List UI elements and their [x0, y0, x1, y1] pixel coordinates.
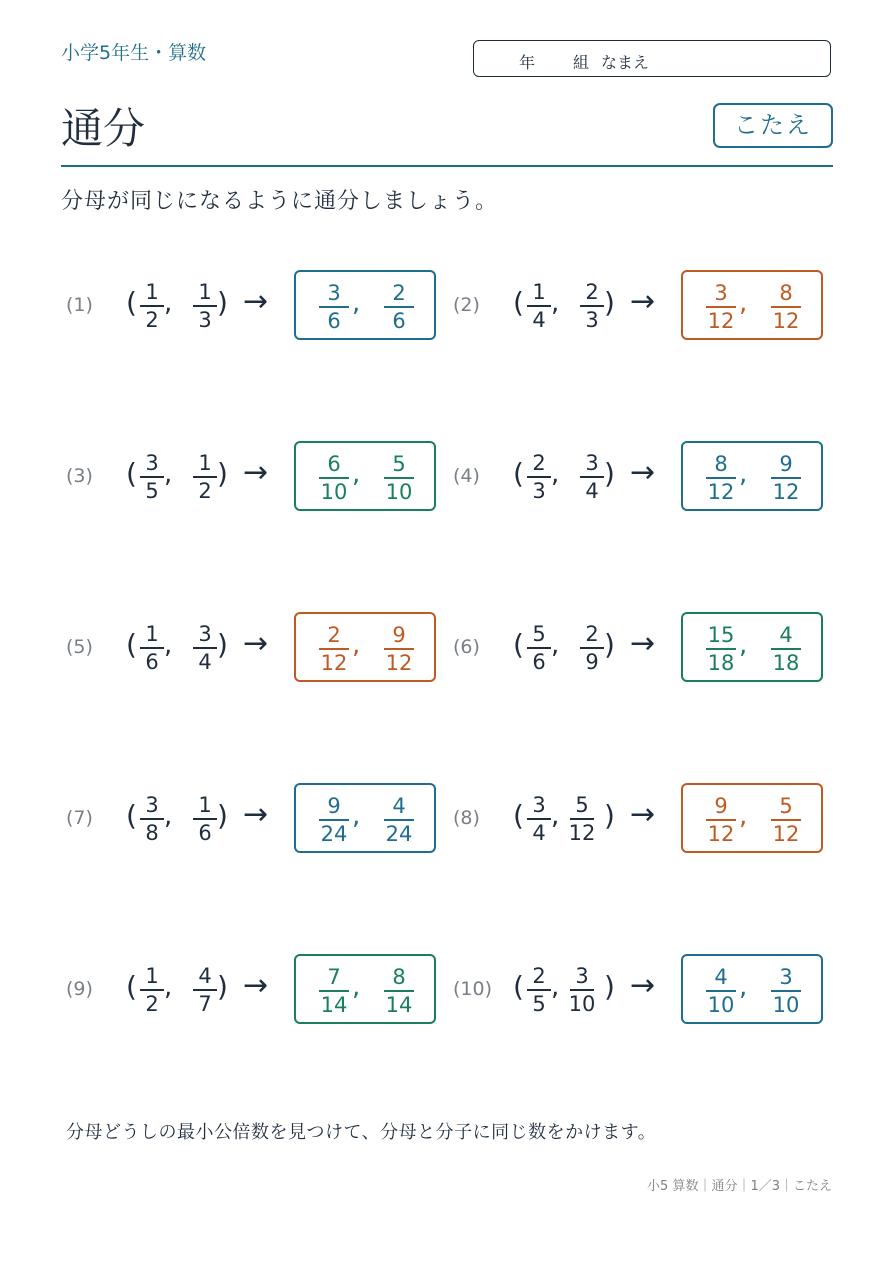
answer-fraction [381, 452, 417, 504]
fraction-bar [706, 819, 736, 821]
comma: , [164, 801, 173, 831]
denominator: 10 [772, 993, 800, 1017]
hint-note: 分母どうしの最小公倍数を見つけて、分母と分子に同じ数をかけます。 [66, 1122, 657, 1143]
numerator: 4 [779, 623, 793, 647]
answer-box [681, 954, 823, 1024]
numerator: 3 [575, 964, 589, 988]
fraction-bar [384, 990, 414, 992]
denominator: 6 [532, 650, 546, 674]
name-box[interactable] [473, 40, 831, 77]
answer-fraction [381, 623, 417, 675]
fraction-bar [193, 647, 217, 649]
comma: , [739, 459, 748, 489]
denominator: 18 [772, 651, 800, 675]
close-paren: ) [217, 457, 228, 490]
answer-badge: こたえ [713, 103, 833, 148]
question-fraction [137, 280, 167, 332]
numerator: 5 [779, 794, 793, 818]
comma: , [551, 288, 560, 318]
fraction-bar [140, 305, 164, 307]
answer-fraction [768, 965, 804, 1017]
answer-fraction [381, 965, 417, 1017]
arrow-icon: → [243, 455, 269, 490]
instruction-text: 分母が同じになるように通分しましょう。 [61, 189, 499, 214]
answer-box [681, 441, 823, 511]
answer-box [681, 270, 823, 340]
numerator: 1 [145, 622, 159, 646]
problem-item [453, 612, 823, 682]
numerator: 1 [145, 280, 159, 304]
numerator: 2 [585, 280, 599, 304]
fraction-bar [319, 477, 349, 479]
numerator: 9 [714, 794, 728, 818]
answer-fraction [703, 623, 739, 675]
problem-number: (8) [453, 807, 480, 829]
denominator: 12 [707, 822, 735, 846]
numerator: 5 [532, 622, 546, 646]
denominator: 5 [145, 479, 159, 503]
problem-item [66, 270, 436, 340]
comma: , [352, 288, 361, 318]
open-paren: ( [126, 286, 137, 319]
numerator: 1 [198, 793, 212, 817]
comma: , [352, 801, 361, 831]
problem-item [453, 954, 823, 1024]
answer-box [681, 612, 823, 682]
comma: , [551, 459, 560, 489]
denominator: 6 [198, 821, 212, 845]
denominator: 12 [772, 309, 800, 333]
denominator: 6 [327, 309, 341, 333]
open-paren: ( [126, 628, 137, 661]
answer-fraction [768, 452, 804, 504]
question-fraction [137, 622, 167, 674]
question-fraction [190, 451, 220, 503]
answer-box [294, 612, 436, 682]
answer-box [294, 441, 436, 511]
comma: , [164, 630, 173, 660]
fraction-bar [580, 647, 604, 649]
problem-number: (7) [66, 807, 93, 829]
denominator: 2 [145, 308, 159, 332]
open-paren: ( [513, 286, 524, 319]
open-paren: ( [513, 970, 524, 1003]
problem-item [453, 441, 823, 511]
problem-item [66, 612, 436, 682]
arrow-icon: → [630, 797, 656, 832]
comma: , [739, 288, 748, 318]
comma: , [551, 630, 560, 660]
name-label: なまえ [601, 53, 650, 72]
close-paren: ) [604, 628, 615, 661]
denominator: 2 [198, 479, 212, 503]
question-fraction [137, 451, 167, 503]
denominator: 10 [320, 480, 348, 504]
question-fraction [524, 793, 554, 845]
question-fraction [190, 622, 220, 674]
denominator: 10 [385, 480, 413, 504]
close-paren: ) [217, 286, 228, 319]
arrow-icon: → [630, 455, 656, 490]
numerator: 8 [392, 965, 406, 989]
denominator: 24 [320, 822, 348, 846]
numerator: 6 [327, 452, 341, 476]
denominator: 6 [392, 309, 406, 333]
numerator: 3 [532, 793, 546, 817]
numerator: 3 [145, 793, 159, 817]
fraction-bar [580, 305, 604, 307]
arrow-icon: → [243, 284, 269, 319]
numerator: 3 [714, 281, 728, 305]
close-paren: ) [217, 628, 228, 661]
fraction-bar [527, 305, 551, 307]
comma: , [164, 459, 173, 489]
grade-label: 小学5年生・算数 [61, 42, 207, 64]
denominator: 12 [772, 480, 800, 504]
denominator: 4 [585, 479, 599, 503]
comma: , [164, 288, 173, 318]
arrow-icon: → [243, 626, 269, 661]
numerator: 1 [532, 280, 546, 304]
fraction-bar [319, 990, 349, 992]
fraction-bar [384, 648, 414, 650]
answer-fraction [381, 281, 417, 333]
close-paren: ) [604, 970, 615, 1003]
fraction-bar [193, 989, 217, 991]
numerator: 8 [714, 452, 728, 476]
answer-box [294, 954, 436, 1024]
fraction-bar [140, 476, 164, 478]
answer-fraction [316, 281, 352, 333]
denominator: 2 [145, 992, 159, 1016]
denominator: 4 [198, 650, 212, 674]
problem-number: (9) [66, 978, 93, 1000]
fraction-bar [527, 476, 551, 478]
page-footer: 小5 算数｜通分｜1／3｜こたえ [647, 1179, 832, 1194]
denominator: 12 [320, 651, 348, 675]
numerator: 15 [707, 623, 735, 647]
question-fraction [524, 622, 554, 674]
close-paren: ) [217, 799, 228, 832]
problem-number: (2) [453, 294, 480, 316]
comma: , [551, 972, 560, 1002]
denominator: 14 [385, 993, 413, 1017]
denominator: 8 [145, 821, 159, 845]
denominator: 10 [707, 993, 735, 1017]
comma: , [352, 459, 361, 489]
numerator: 4 [392, 794, 406, 818]
question-fraction [524, 964, 554, 1016]
denominator: 12 [568, 821, 596, 845]
numerator: 9 [327, 794, 341, 818]
comma: , [739, 801, 748, 831]
numerator: 2 [532, 964, 546, 988]
open-paren: ( [513, 628, 524, 661]
arrow-icon: → [630, 626, 656, 661]
comma: , [739, 972, 748, 1002]
problem-number: (5) [66, 636, 93, 658]
answer-fraction [316, 965, 352, 1017]
fraction-bar [319, 648, 349, 650]
denominator: 12 [707, 309, 735, 333]
denominator: 6 [145, 650, 159, 674]
problem-number: (1) [66, 294, 93, 316]
question-fraction [190, 280, 220, 332]
answer-box [294, 783, 436, 853]
problem-item [66, 441, 436, 511]
close-paren: ) [604, 286, 615, 319]
numerator: 4 [198, 964, 212, 988]
question-fraction [524, 280, 554, 332]
numerator: 7 [327, 965, 341, 989]
comma: , [551, 801, 560, 831]
question-fraction [190, 964, 220, 1016]
answer-fraction [703, 794, 739, 846]
numerator: 5 [575, 793, 589, 817]
arrow-icon: → [243, 968, 269, 1003]
denominator: 3 [585, 308, 599, 332]
answer-fraction [316, 623, 352, 675]
arrow-icon: → [243, 797, 269, 832]
fraction-bar [771, 990, 801, 992]
denominator: 14 [320, 993, 348, 1017]
fraction-bar [706, 477, 736, 479]
fraction-bar [527, 989, 551, 991]
problem-number: (3) [66, 465, 93, 487]
fraction-bar [140, 989, 164, 991]
close-paren: ) [604, 799, 615, 832]
fraction-bar [319, 819, 349, 821]
answer-fraction [381, 794, 417, 846]
numerator: 1 [145, 964, 159, 988]
denominator: 7 [198, 992, 212, 1016]
numerator: 1 [198, 280, 212, 304]
question-fraction [524, 451, 554, 503]
denominator: 10 [568, 992, 596, 1016]
problem-number: (10) [453, 978, 493, 1000]
denominator: 12 [707, 480, 735, 504]
problem-item [66, 783, 436, 853]
denominator: 12 [772, 822, 800, 846]
open-paren: ( [513, 799, 524, 832]
arrow-icon: → [630, 284, 656, 319]
fraction-bar [771, 648, 801, 650]
fraction-bar [384, 477, 414, 479]
denominator: 12 [385, 651, 413, 675]
numerator: 3 [585, 451, 599, 475]
answer-fraction [316, 452, 352, 504]
denominator: 24 [385, 822, 413, 846]
comma: , [352, 972, 361, 1002]
fraction-bar [771, 306, 801, 308]
denominator: 4 [532, 821, 546, 845]
answer-fraction [768, 281, 804, 333]
answer-fraction [703, 281, 739, 333]
numerator: 2 [585, 622, 599, 646]
fraction-bar [384, 819, 414, 821]
numerator: 4 [714, 965, 728, 989]
numerator: 2 [327, 623, 341, 647]
page-title: 通分 [61, 104, 146, 153]
answer-fraction [316, 794, 352, 846]
fraction-bar [384, 306, 414, 308]
numerator: 5 [392, 452, 406, 476]
open-paren: ( [126, 970, 137, 1003]
fraction-bar [319, 306, 349, 308]
denominator: 9 [585, 650, 599, 674]
answer-box [681, 783, 823, 853]
problem-item [453, 783, 823, 853]
fraction-bar [580, 476, 604, 478]
fraction-bar [570, 989, 594, 991]
question-fraction [137, 793, 167, 845]
numerator: 2 [532, 451, 546, 475]
answer-fraction [703, 965, 739, 1017]
close-paren: ) [217, 970, 228, 1003]
fraction-bar [706, 990, 736, 992]
problem-number: (4) [453, 465, 480, 487]
year-label: 年 [519, 53, 536, 72]
question-fraction [577, 451, 607, 503]
answer-fraction [768, 794, 804, 846]
comma: , [164, 972, 173, 1002]
numerator: 2 [392, 281, 406, 305]
numerator: 9 [392, 623, 406, 647]
question-fraction [567, 964, 597, 1016]
question-fraction [137, 964, 167, 1016]
fraction-bar [527, 647, 551, 649]
problem-number: (6) [453, 636, 480, 658]
numerator: 3 [327, 281, 341, 305]
denominator: 18 [707, 651, 735, 675]
class-label: 組 [573, 53, 590, 72]
fraction-bar [140, 818, 164, 820]
arrow-icon: → [630, 968, 656, 1003]
numerator: 9 [779, 452, 793, 476]
open-paren: ( [513, 457, 524, 490]
open-paren: ( [126, 799, 137, 832]
answer-box [294, 270, 436, 340]
fraction-bar [193, 305, 217, 307]
problem-item [453, 270, 823, 340]
comma: , [352, 630, 361, 660]
fraction-bar [706, 306, 736, 308]
numerator: 1 [198, 451, 212, 475]
fraction-bar [140, 647, 164, 649]
fraction-bar [771, 477, 801, 479]
numerator: 3 [779, 965, 793, 989]
question-fraction [190, 793, 220, 845]
answer-fraction [703, 452, 739, 504]
title-divider [61, 165, 833, 167]
fraction-bar [570, 818, 594, 820]
question-fraction [577, 280, 607, 332]
denominator: 4 [532, 308, 546, 332]
comma: , [739, 630, 748, 660]
problem-item [66, 954, 436, 1024]
fraction-bar [706, 648, 736, 650]
open-paren: ( [126, 457, 137, 490]
fraction-bar [771, 819, 801, 821]
denominator: 3 [198, 308, 212, 332]
denominator: 5 [532, 992, 546, 1016]
fraction-bar [527, 818, 551, 820]
denominator: 3 [532, 479, 546, 503]
question-fraction [567, 793, 597, 845]
question-fraction [577, 622, 607, 674]
fraction-bar [193, 818, 217, 820]
close-paren: ) [604, 457, 615, 490]
numerator: 3 [145, 451, 159, 475]
numerator: 8 [779, 281, 793, 305]
numerator: 3 [198, 622, 212, 646]
answer-fraction [768, 623, 804, 675]
fraction-bar [193, 476, 217, 478]
